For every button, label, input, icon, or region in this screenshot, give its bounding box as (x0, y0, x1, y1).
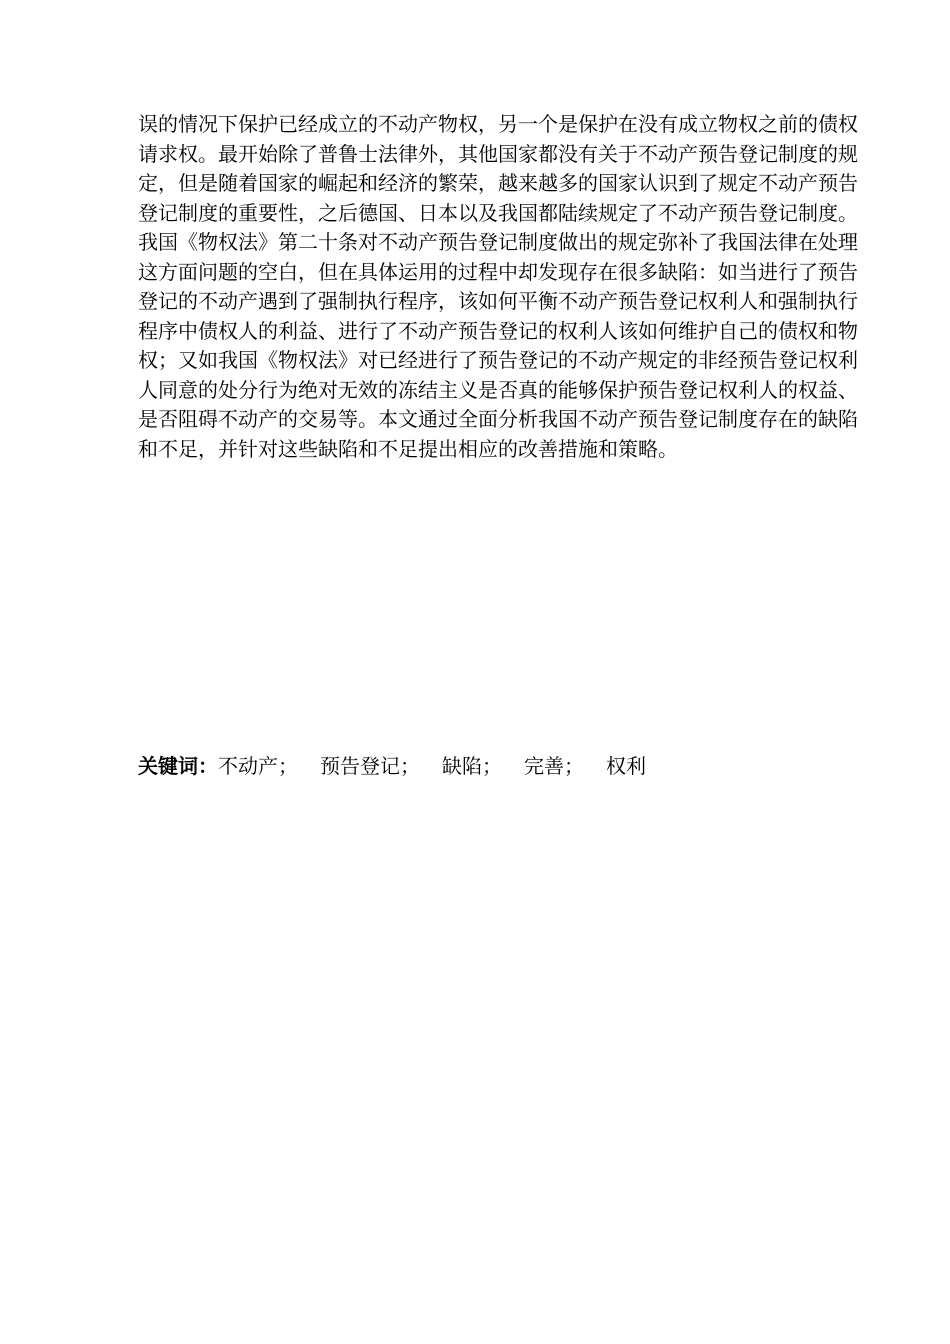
keyword-item: 预告登记； (320, 754, 420, 778)
keyword-item: 权利 (606, 754, 646, 778)
keywords-label: 关键词： (138, 754, 218, 778)
keyword-item: 完善； (524, 754, 584, 778)
abstract-paragraph: 误的情况下保护已经成立的不动产物权，另一个是保护在没有成立物权之前的债权请求权。最开始除了普鲁士法律外，其他国家都没有关于不动产预告登记制度的规定，但是随着国家的崛起和经济的繁荣，越来越多的国家认识到了规定不动产预告登记制度的重要性，之后德国、日本以及我国都陆续规定了不动产预告登记制度。我国《物权法》第二十条对不动产预告登记制度做出的规定弥补了我国法律在处理这方面问题的空白，但在具体运用的过程中却发现存在很多缺陷：如当进行了预告登记的不动产遇到了强制执行程序，该如何平衡不动产预告登记权利人和强制执行程序中债权人的利益、进行了不动产预告登记的权利人该如何维护自己的债权和物权；又如我国《物权法》对已经进行了预告登记的不动产规定的非经预告登记权利人同意的处分行为绝对无效的冻结主义是否真的能够保护预告登记权利人的权益、是否阻碍不动产的交易等。本文通过全面分析我国不动产预告登记制度存在的缺陷和不足，并针对这些缺陷和不足提出相应的改善措施和策略。 (138, 112, 858, 461)
keywords-line (138, 752, 858, 780)
keyword-item: 不动产； (218, 754, 298, 778)
keyword-item: 缺陷； (442, 754, 502, 778)
